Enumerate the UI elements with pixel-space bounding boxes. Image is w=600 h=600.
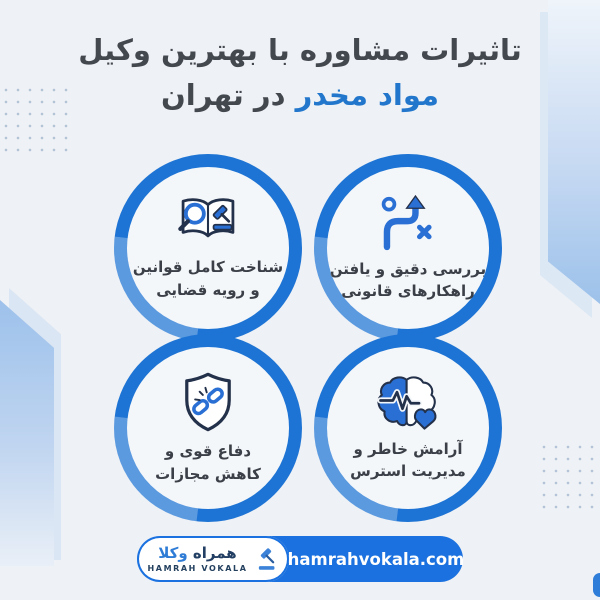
benefit-label: دفاع قوی و کاهش مجازات (155, 442, 261, 483)
benefit-label: شناخت کامل قوانین و رویه قضایی (132, 258, 284, 299)
website-url: hamrahvokala.com (287, 549, 465, 569)
benefit-label: بررسی دقیق و یافتن راهکارهای قانونی (329, 259, 487, 300)
brand-logo (137, 536, 289, 582)
title-highlight: مواد مخدر (295, 78, 439, 112)
title-line1: تاثیرات مشاوره با بهترین وکیل (78, 33, 522, 67)
benefit-circle-law-knowledge (114, 154, 302, 342)
brand-name-farsi: همراه وکلا (158, 544, 237, 563)
footer-bar (137, 536, 463, 582)
benefit-label: آرامش خاطر و مدیریت استرس (350, 439, 466, 480)
gavel-icon (253, 546, 279, 572)
strategy-path-icon (377, 194, 439, 251)
corner-accent (593, 573, 600, 597)
dot-grid-bottom-right (538, 441, 600, 515)
brain-heart-icon (375, 374, 441, 431)
title-rest: در تهران (161, 78, 286, 112)
shield-chain-icon (181, 371, 235, 433)
book-search-gavel-icon (173, 195, 243, 249)
benefit-circle-strong-defense (114, 334, 302, 522)
benefit-circle-stress-management (314, 334, 502, 522)
benefit-circle-legal-solutions (314, 154, 502, 342)
page-title (0, 28, 600, 118)
brand-text (147, 545, 247, 572)
title-line2 (0, 73, 600, 118)
brand-name-english: HAMRAH VOKALA (147, 563, 248, 573)
